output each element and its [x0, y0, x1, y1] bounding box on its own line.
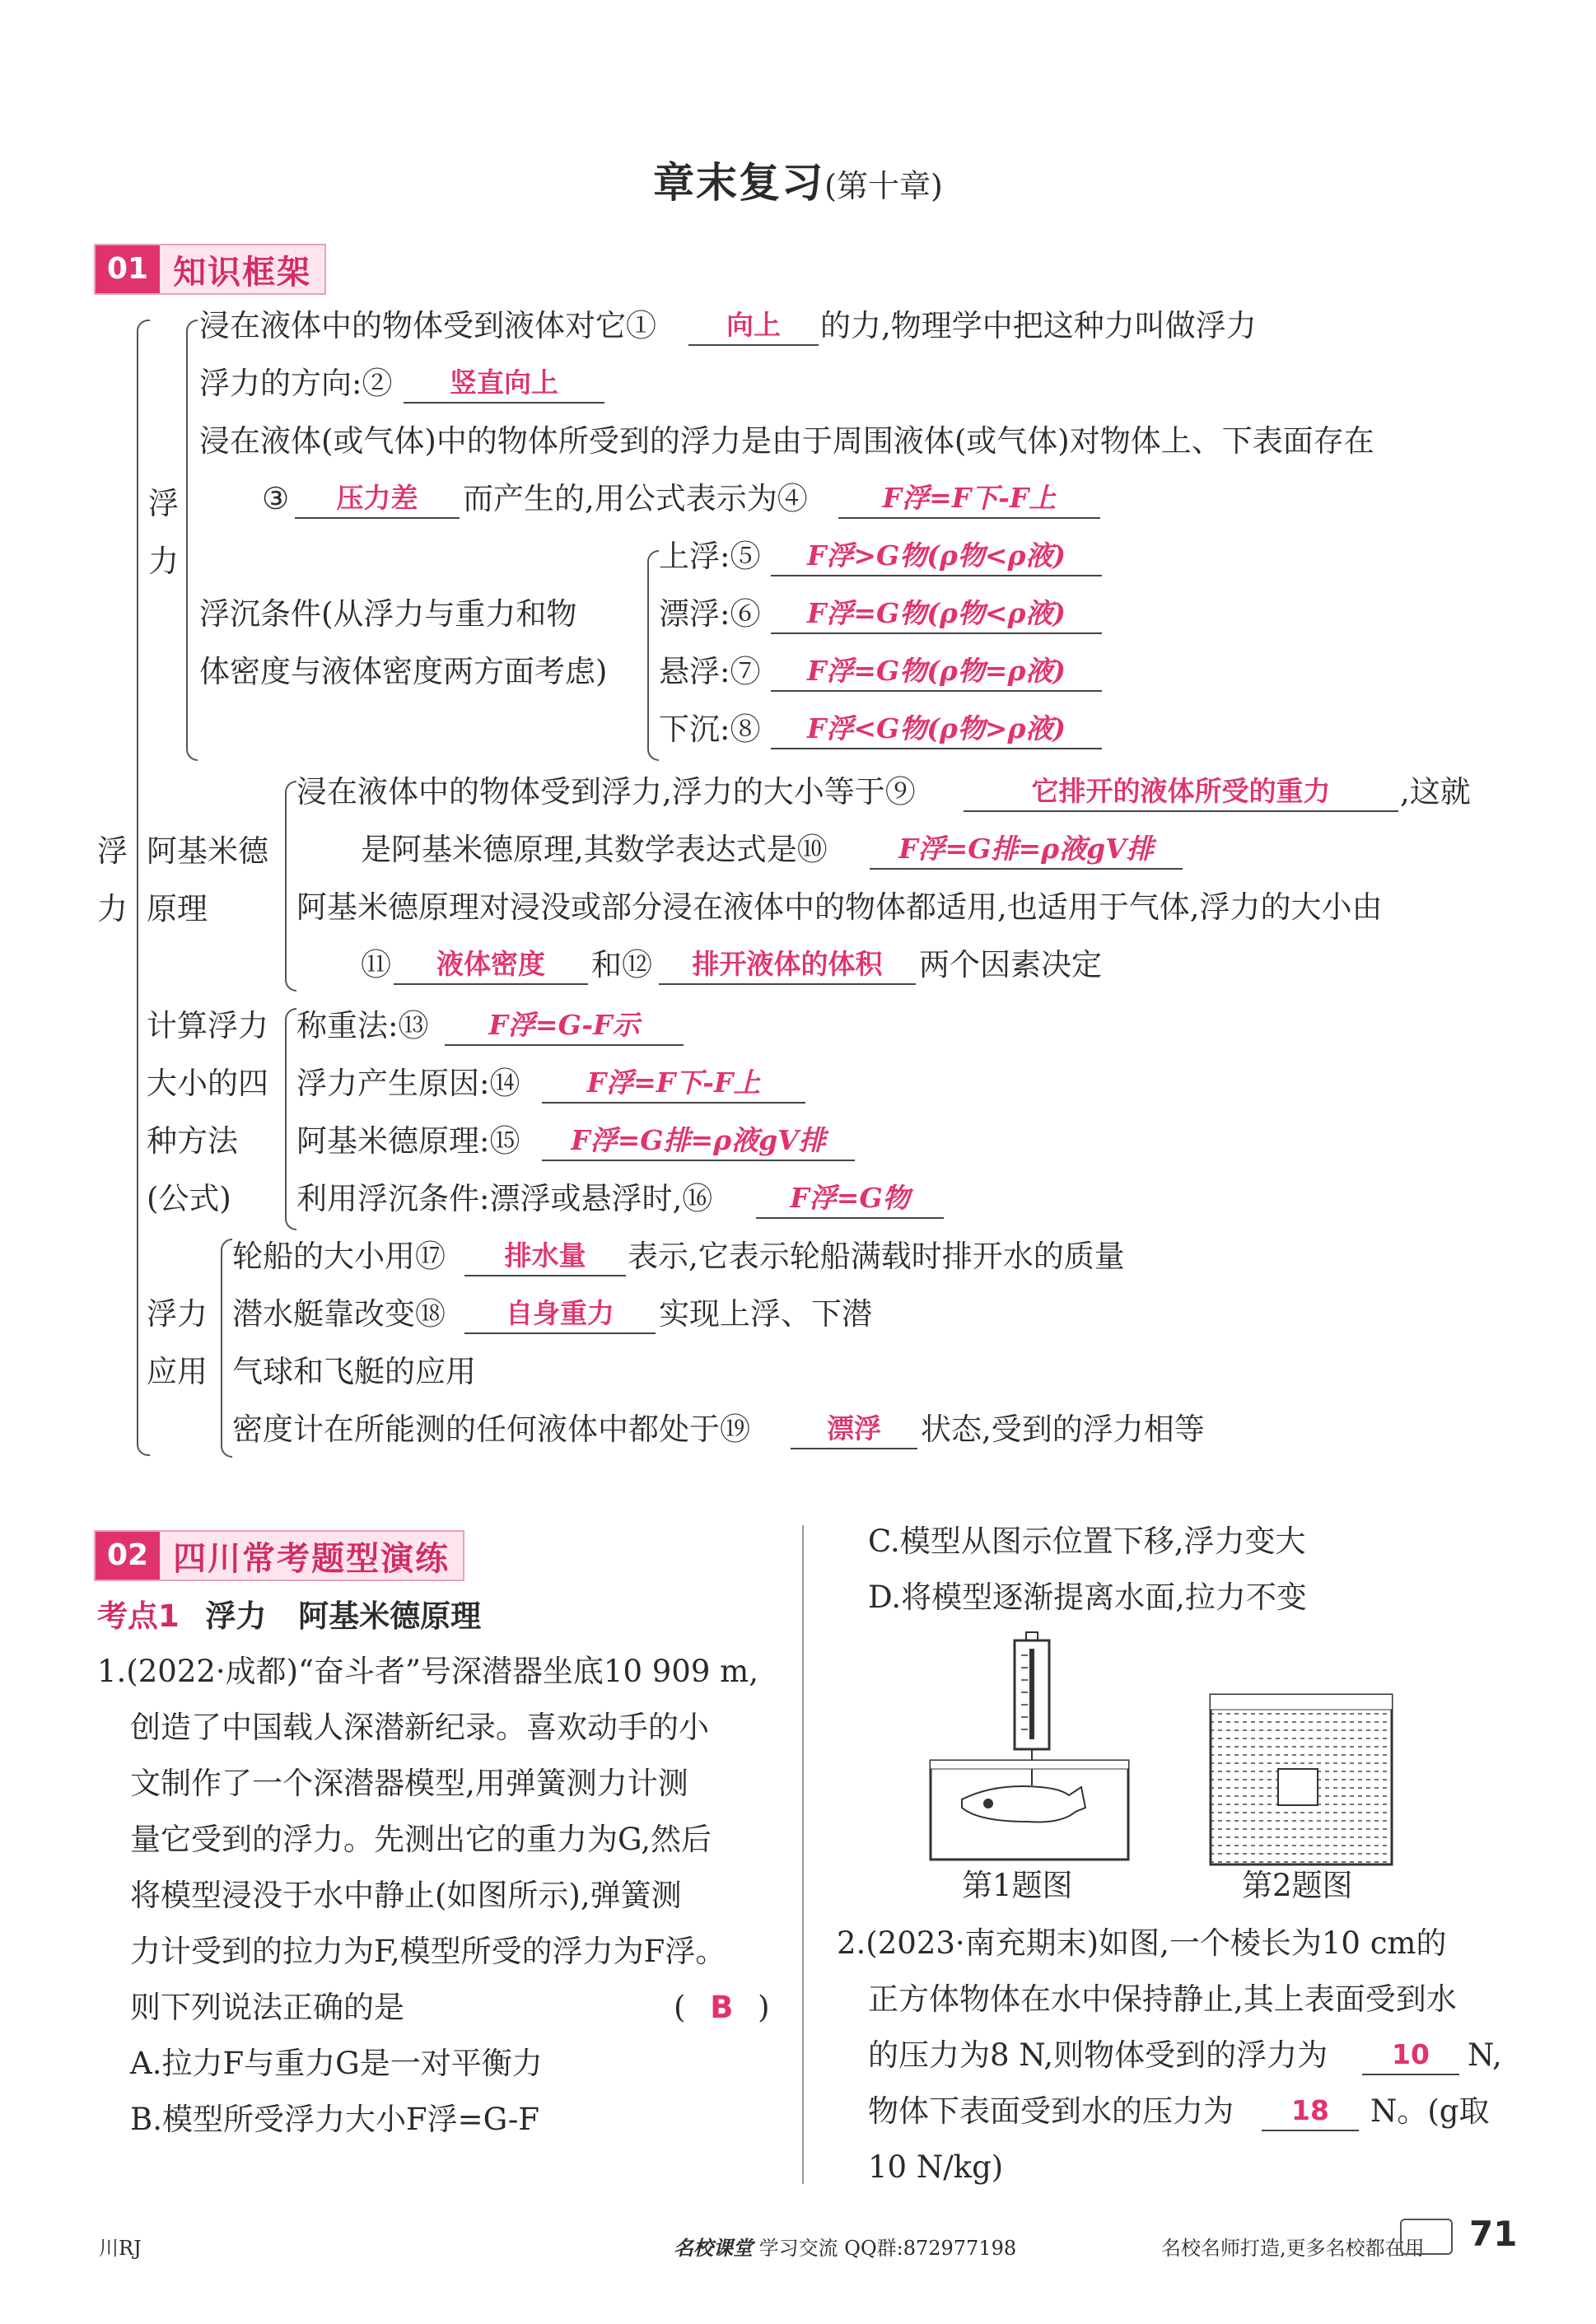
arch-label-2: 原理: [147, 891, 208, 926]
arch-label-1: 阿基米德: [147, 833, 268, 869]
method-15: 阿基米德原理:⑮: [296, 1123, 520, 1159]
q1-line-5: 将模型浸没于水中静止(如图所示),弹簧测: [130, 1878, 682, 1913]
method-13: 称重法:⑬: [296, 1008, 429, 1043]
q1-line-6: 力计受到的拉力为F,模型所受的浮力为F浮。: [130, 1934, 726, 1969]
app-label-2: 应用: [147, 1354, 208, 1389]
line-9: 浸在液体中的物体受到浮力,浮力的大小等于⑨: [296, 774, 916, 810]
sink-label-2: 体密度与液体密度两方面考虑): [199, 654, 608, 689]
answer-14: F浮=F下-F上: [542, 1064, 805, 1104]
answer-3: 压力差: [295, 479, 460, 519]
cond-5: 上浮:⑤: [659, 539, 761, 574]
calc-label-3: 种方法: [147, 1123, 238, 1159]
answer-7: F浮=G物(ρ物=ρ液): [771, 652, 1102, 692]
brace-arch: [285, 781, 296, 992]
app-20b: 状态,受到的浮力相等: [921, 1412, 1205, 1447]
answer-13: F浮=G-F示: [445, 1006, 684, 1046]
q1-option-d: D.将模型逐渐提离水面,拉力不变: [868, 1580, 1307, 1615]
q1-line-2: 创造了中国载人深潜新纪录。喜欢动手的小: [130, 1710, 709, 1745]
section-number: 02: [96, 1532, 160, 1580]
sink-label-1: 浮沉条件(从浮力与重力和物: [199, 596, 577, 632]
paren-close: ): [758, 1990, 770, 2025]
section-header-framework: [94, 244, 326, 295]
line-4a: ③: [262, 481, 290, 516]
app-label-1: 浮力: [147, 1296, 208, 1332]
cond-8: 下沉:⑧: [659, 712, 761, 747]
answer-16: F浮=G物: [756, 1179, 944, 1219]
line-11: 阿基米德原理对浸没或部分浸在液体中的物体都适用,也适用于气体,浮力的大小由: [296, 889, 1383, 925]
figure-2: [1209, 1693, 1395, 1866]
q2-line-5: 10 N/kg): [868, 2149, 1004, 2185]
method-14: 浮力产生原因:⑭: [296, 1066, 520, 1101]
line-1b: 的力,物理学中把这种力叫做浮力: [820, 308, 1257, 343]
q2-line-4b: N。(g取: [1370, 2093, 1490, 2129]
method-16: 利用浮沉条件:漂浮或悬浮时,⑯: [296, 1181, 713, 1216]
page-title-wrap: [0, 150, 1596, 209]
answer-8: F浮<G物(ρ物>ρ液): [771, 710, 1102, 749]
q2-line-4a: 物体下表面受到水的压力为: [868, 2093, 1234, 2129]
root-label-1: 浮: [97, 833, 128, 869]
footer-right: 名校名师打造,更多名校都在用: [1161, 2237, 1425, 2260]
line-12a: ⑪: [361, 947, 391, 982]
answer-19: 漂浮: [791, 1410, 917, 1449]
q1-answer-paren: [674, 1988, 770, 2028]
answer-15: F浮=G排=ρ液gV排: [542, 1122, 855, 1161]
sub-label-fuli-2: 力: [148, 544, 179, 579]
q2-line-3b: N,: [1468, 2037, 1502, 2073]
footer-left: 川RJ: [99, 2237, 142, 2260]
kaodian-id: 考点1: [97, 1598, 180, 1634]
sub-label-fuli-1: 浮: [148, 486, 179, 521]
brace-sink: [647, 550, 659, 761]
footer-center: [674, 2232, 1016, 2261]
kaodian-topic: 浮力 阿基米德原理: [205, 1598, 482, 1634]
answer-10: F浮=G排=ρ液gV排: [870, 830, 1183, 870]
q1-line-1: 1.(2022·成都)“奋斗者”号深潜器坐底10 909 m,: [97, 1654, 758, 1689]
q1-answer: B: [710, 1990, 734, 2025]
line-3: 浸在液体(或气体)中的物体所受到的浮力是由于周围液体(或气体)对物体上、下表面存在: [199, 423, 1374, 459]
brace-calc: [285, 1008, 296, 1230]
figure-2-caption: 第2题图: [1242, 1868, 1353, 1903]
app-20a: 密度计在所能测的任何液体中都处于⑲: [232, 1412, 750, 1447]
q2-answer-1: 10: [1362, 2036, 1459, 2075]
line-1: 浸在液体中的物体受到液体对它①: [199, 308, 656, 343]
section-number: 01: [96, 245, 160, 293]
q1-line-3: 文制作了一个深潜器模型,用弹簧测力计测: [130, 1766, 688, 1801]
q1-line-4: 量它受到的浮力。先测出它的重力为G,然后: [130, 1822, 712, 1857]
line-12b: 和⑫: [591, 947, 652, 982]
line-4b: 而产生的,用公式表示为④: [463, 481, 808, 516]
section-title: 知识框架: [173, 252, 312, 292]
section-title: 四川常考题型演练: [173, 1538, 450, 1578]
answer-11: 液体密度: [394, 945, 588, 985]
brace-app: [221, 1239, 232, 1458]
answer-4: F浮=F下-F上: [838, 479, 1100, 519]
cond-7: 悬浮:⑦: [659, 654, 761, 689]
q2-answer-2: 18: [1262, 2092, 1359, 2131]
section-header-practice: [94, 1530, 464, 1581]
q2-line-3a: 的压力为8 N,则物体受到的浮力为: [868, 2037, 1328, 2073]
q2-line-1: 2.(2023·南充期末)如图,一个棱长为10 cm的: [837, 1925, 1447, 1961]
line-12c: 两个因素决定: [919, 947, 1102, 982]
answer-9: 它排开的液体所受的重力: [964, 772, 1398, 812]
app-18a: 潜水艇靠改变⑱: [232, 1296, 446, 1332]
q2-line-2: 正方体物体在水中保持静止,其上表面受到水: [868, 1981, 1457, 2017]
answer-1: 向上: [688, 306, 819, 346]
page-title-sub: (第十章): [824, 168, 943, 204]
figure-1: [929, 1631, 1135, 1861]
root-label-2: 力: [97, 891, 128, 926]
app-17a: 轮船的大小用⑰: [232, 1239, 446, 1274]
footer-logo-icon: [1400, 2219, 1453, 2255]
answer-6: F浮=G物(ρ物<ρ液): [771, 595, 1102, 634]
calc-label-2: 大小的四: [147, 1066, 268, 1101]
page-title: 章末复习: [653, 158, 825, 207]
answer-5: F浮>G物(ρ物<ρ液): [771, 537, 1102, 576]
app-19: 气球和飞艇的应用: [232, 1354, 476, 1389]
q1-option-b: B.模型所受浮力大小F浮=G-F: [130, 2102, 540, 2137]
answer-12: 排开液体的体积: [659, 945, 916, 985]
paren-open: (: [674, 1990, 686, 2025]
app-17b: 表示,它表示轮船满载时排开水的质量: [628, 1239, 1125, 1274]
line-2: 浮力的方向:②: [199, 366, 393, 401]
q1-option-c: C.模型从图示位置下移,浮力变大: [868, 1524, 1306, 1559]
kaodian-label: [97, 1596, 481, 1636]
figure-1-caption: 第1题图: [962, 1868, 1073, 1903]
calc-label-1: 计算浮力: [147, 1008, 268, 1043]
app-18b: 实现上浮、下潜: [659, 1296, 872, 1332]
footer-brand: 名校课堂: [674, 2236, 753, 2260]
page-number: 71: [1469, 2214, 1518, 2254]
calc-label-4: (公式): [147, 1181, 231, 1216]
q1-option-a: A.拉力F与重力G是一对平衡力: [130, 2046, 543, 2081]
brace-fuli: [186, 320, 198, 761]
q1-line-7: 则下列说法正确的是: [130, 1990, 404, 2025]
answer-18: 自身重力: [464, 1295, 656, 1334]
line-10: 是阿基米德原理,其数学表达式是⑩: [361, 832, 828, 867]
cond-6: 漂浮:⑥: [659, 596, 761, 632]
answer-2: 竖直向上: [404, 364, 604, 404]
answer-17: 排水量: [464, 1237, 626, 1276]
footer-qq: 学习交流 QQ群:872977198: [758, 2237, 1017, 2260]
line-9b: ,这就: [1400, 774, 1471, 810]
column-divider: [802, 1525, 804, 2184]
